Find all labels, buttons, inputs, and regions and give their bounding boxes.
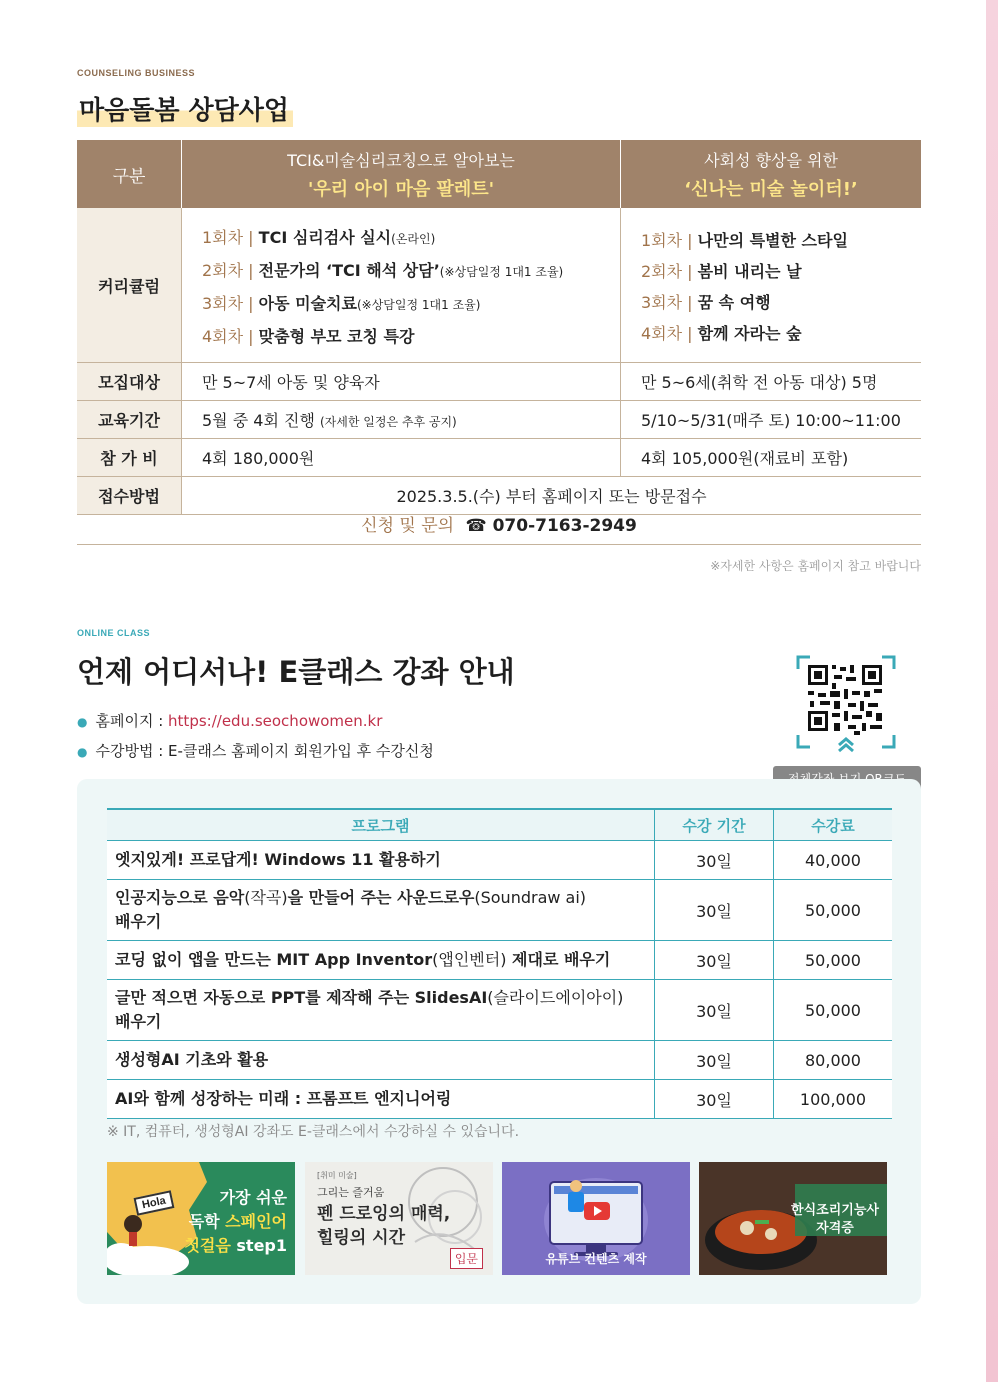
pen-course-title: 펜 드로잉의 매력, 힐링의 시간	[317, 1204, 451, 1248]
course-fee: 80,000	[774, 1041, 893, 1080]
qr-code[interactable]	[796, 655, 896, 753]
contact-line	[77, 508, 921, 545]
thumb-youtube-course[interactable]	[502, 1162, 690, 1275]
period-b: 5/10~5/31(매주 토) 10:00~11:00	[621, 401, 922, 439]
course-name: 생성형AI 기초와 활용	[107, 1041, 655, 1080]
homepage-link[interactable]: https://edu.seochowomen.kr	[168, 712, 383, 730]
homepage-line: ● 홈페이지 : https://edu.seochowomen.kr	[77, 712, 383, 730]
course-name: 코딩 없이 앱을 만드는 MIT App Inventor(앱인벤터) 제대로 배우기	[107, 941, 655, 980]
table-row[interactable]	[107, 980, 892, 1041]
fee-a: 4회 180,000원	[182, 439, 621, 477]
curriculum-a-item: 1회차 | TCI 심리검사 실시(온라인)	[202, 228, 436, 247]
course-period: 30일	[655, 1041, 774, 1080]
course-fee: 50,000	[774, 941, 893, 980]
thumb-tag: [취미 미술]	[317, 1171, 357, 1180]
course-name: 엣지있게! 프로답게! Windows 11 활용하기	[107, 841, 655, 880]
contact-label: 신청 및 문의	[361, 516, 455, 536]
program-a-title: '우리 아이 마음 팔레트'	[307, 178, 495, 200]
eclass-table	[107, 808, 892, 1119]
bullet-icon: ●	[77, 745, 88, 759]
row-label-apply: 접수방법	[77, 477, 182, 515]
header-program-a	[182, 140, 621, 208]
header-category: 구분	[77, 140, 182, 208]
program-a-subtitle: TCI&미술심리코칭으로 알아보는	[287, 150, 515, 170]
thumb-subtitle: 그리는 즐거움	[317, 1186, 385, 1199]
counseling-note: ※자세한 사항은 홈페이지 참고 바랍니다	[710, 559, 921, 573]
online-eyebrow: ONLINE CLASS	[77, 628, 151, 638]
curriculum-a	[182, 208, 621, 363]
header-period: 수강 기간	[655, 809, 774, 841]
table-row[interactable]	[107, 1041, 892, 1080]
page-edge-strip	[986, 0, 998, 1382]
course-name: 글만 적으면 자동으로 PPT를 제작해 주는 SlidesAI(슬라이드에이아이) 배우기	[107, 980, 655, 1041]
course-fee: 50,000	[774, 880, 893, 941]
table-row[interactable]	[107, 841, 892, 880]
table-row[interactable]	[107, 1080, 892, 1119]
course-name: 인공지능으로 음악(작곡)을 만들어 주는 사운드로우(Soundraw ai) 배우기	[107, 880, 655, 941]
eclass-note: ※ IT, 컴퓨터, 생성형AI 강좌도 E-클래스에서 수강하실 수 있습니다.	[107, 1124, 520, 1140]
method-line: ● 수강방법 : E-클래스 홈페이지 회원가입 후 수강신청	[77, 742, 434, 760]
period-a: 5월 중 4회 진행 (자세한 일정은 추후 공지)	[182, 401, 621, 439]
course-period: 30일	[655, 980, 774, 1041]
row-label-target: 모집대상	[77, 363, 182, 401]
target-b: 만 5~6세(취학 전 아동 대상) 5명	[621, 363, 922, 401]
level-badge: 입문	[450, 1248, 483, 1269]
course-period: 30일	[655, 841, 774, 880]
online-title: 언제 어디서나! E클래스 강좌 안내	[77, 655, 515, 689]
thumb-pen-drawing-course[interactable]	[305, 1162, 493, 1275]
counseling-table	[77, 140, 921, 515]
curriculum-a-item: 4회차 | 맞춤형 부모 코칭 특강	[202, 327, 415, 346]
course-fee: 40,000	[774, 841, 893, 880]
qr-code-icon	[796, 655, 896, 753]
program-b-title: ‘신나는 미술 놀이터!’	[684, 178, 858, 200]
course-period: 30일	[655, 880, 774, 941]
curriculum-a-item: 2회차 | 전문가의 ‘TCI 해석 상담’(※상담일정 1대1 조율)	[202, 261, 564, 280]
target-a: 만 5~7세 아동 및 양육자	[182, 363, 621, 401]
curriculum-b-item: 4회차 | 함께 자라는 숲	[641, 324, 802, 343]
row-label-curriculum: 커리큘럼	[77, 208, 182, 363]
apply-method: 2025.3.5.(수) 부터 홈페이지 또는 방문접수	[182, 477, 922, 515]
contact-phone[interactable]: ☎ 070-7163-2949	[465, 516, 637, 536]
youtube-course-caption: 유튜브 컨텐츠 제작	[545, 1252, 647, 1266]
thumb-spanish-course[interactable]	[107, 1162, 295, 1275]
table-row[interactable]	[107, 880, 892, 941]
program-b-subtitle: 사회성 향상을 위한	[704, 150, 838, 170]
table-row[interactable]	[107, 941, 892, 980]
course-fee: 100,000	[774, 1080, 893, 1119]
cooking-course-title: 한식조리기능사 자격증	[791, 1203, 879, 1236]
header-program: 프로그램	[107, 809, 655, 841]
curriculum-b-item: 2회차 | 봄비 내리는 날	[641, 262, 802, 281]
curriculum-b-item: 1회차 | 나만의 특별한 스타일	[641, 231, 848, 250]
curriculum-a-item: 3회차 | 아동 미술치료(※상담일정 1대1 조율)	[202, 294, 481, 313]
hola-badge: Hola	[134, 1190, 175, 1215]
row-label-fee: 참 가 비	[77, 439, 182, 477]
course-fee: 50,000	[774, 980, 893, 1041]
curriculum-b	[621, 208, 922, 363]
course-period: 30일	[655, 941, 774, 980]
course-name: AI와 함께 성장하는 미래 : 프롬프트 엔지니어링	[107, 1080, 655, 1119]
counseling-eyebrow: COUNSELING BUSINESS	[77, 68, 196, 78]
header-fee: 수강료	[774, 809, 893, 841]
counseling-title: 마음돌봄 상담사업	[77, 90, 293, 127]
spanish-course-title: 가장 쉬운 독학 스페인어 첫걸음 step1	[184, 1188, 287, 1255]
bullet-icon: ●	[77, 715, 88, 729]
course-period: 30일	[655, 1080, 774, 1119]
header-program-b	[621, 140, 922, 208]
row-label-period: 교육기간	[77, 401, 182, 439]
curriculum-b-item: 3회차 | 꿈 속 여행	[641, 293, 771, 312]
fee-b: 4회 105,000원(재료비 포함)	[621, 439, 922, 477]
thumb-korean-cooking-course[interactable]	[699, 1162, 887, 1275]
